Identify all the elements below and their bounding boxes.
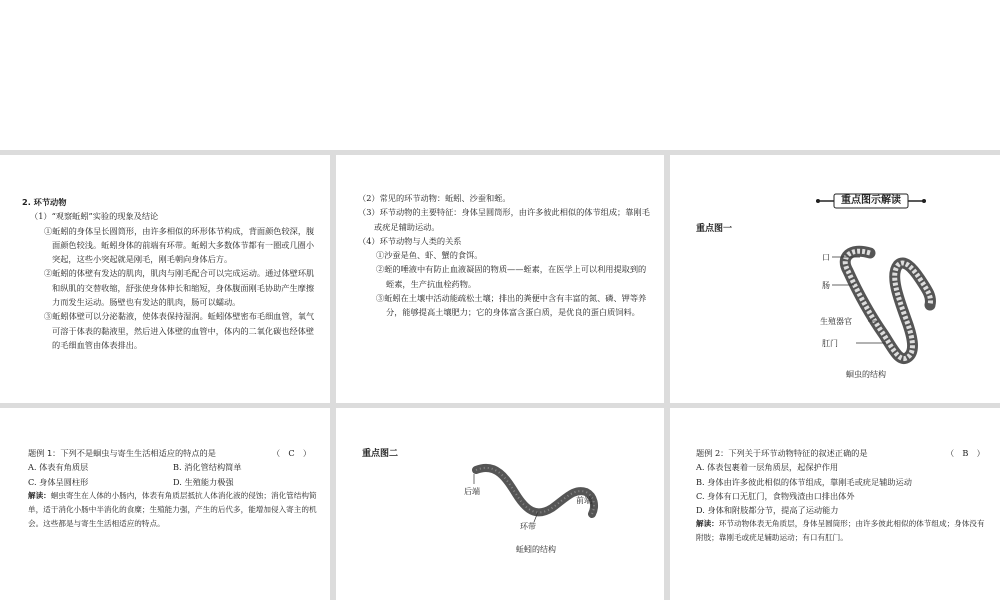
question2-row — [696, 446, 988, 460]
question1-answer: （ C ） — [272, 448, 312, 458]
label-reproductive-organ: 生殖器官 — [820, 317, 852, 326]
figure-caption-2: 蚯蚓的结构 — [516, 545, 556, 554]
option-b[interactable]: B. 消化管结构简单 — [173, 462, 242, 473]
option-a[interactable]: A. 体表有角质层 — [28, 462, 89, 473]
label-intestine: 肠 — [822, 281, 830, 290]
question1-row — [28, 446, 318, 460]
option-c[interactable]: C. 身体呈圆柱形 — [28, 476, 89, 487]
badge-text: 重点图示解读 — [841, 195, 901, 206]
explain-label: 解读： — [28, 490, 51, 500]
line-main-features: （3）环节动物的主要特征：身体呈圆筒形，由许多彼此相似的体节组成；靠刚毛或疣足辅助运动。 — [358, 207, 650, 232]
key-figure-badge — [816, 193, 926, 209]
paragraph-2: ②蚯蚓的体壁有发达的肌肉，肌肉与刚毛配合可以完成运动。通过体壁环肌和纵肌的交替收缩，舒张使身体伸长和缩短，身体腹面刚毛协助产生摩擦力而发生运动。肠壁也有发达的肌肉，肠可以蠕动。 — [44, 268, 315, 308]
question2-block — [696, 446, 988, 545]
slide-figure-roundworm[interactable] — [670, 155, 1000, 403]
label-clitellum: 环带 — [520, 522, 536, 531]
slide-annelid-notes[interactable] — [0, 155, 330, 403]
line-relation: （4）环节动物与人类的关系 — [358, 235, 462, 246]
figure-caption: 蛔虫的结构 — [846, 370, 886, 379]
options-row-1 — [28, 460, 318, 474]
question2-text: 题例 2：下列关于环节动物特征的叙述正确的是 — [696, 448, 868, 458]
options-row-2 — [28, 475, 318, 489]
line-common-annelids: （2）常见的环节动物：蚯蚓、沙蚕和蛭。 — [358, 193, 511, 203]
question1-block — [28, 446, 318, 531]
explain-label-2: 解读： — [696, 519, 719, 529]
line-earthworm: ③蚯蚓在土壤中活动能疏松土壤；排出的粪便中含有丰富的氮、磷、钾等养分，能够提高土壤肥力；它的身体富含蛋白质，是优良的蛋白质饲料。 — [376, 293, 647, 318]
label-anus: 肛门 — [822, 339, 838, 348]
slide-question-2[interactable] — [670, 408, 1000, 600]
slide2-text — [358, 191, 654, 320]
slide1-text — [22, 195, 316, 352]
slide-question-1[interactable] — [0, 408, 330, 600]
section-heading: 2. 环节动物 — [22, 197, 67, 207]
option-b-2[interactable]: B. 身体由许多彼此相似的体节组成，靠刚毛或疣足辅助运动 — [696, 476, 912, 487]
label-anterior: 前端 — [576, 496, 592, 505]
earthworm-diagram — [456, 458, 616, 538]
slide-annelid-features[interactable] — [336, 155, 664, 403]
top-blank-area — [0, 0, 1000, 150]
option-d[interactable]: D. 生殖能力极强 — [173, 476, 234, 487]
paragraph-3: ③蚯蚓体壁可以分泌黏液，使体表保持湿润。蚯蚓体壁密布毛细血管，氧气可溶于体表的黏液里，然后进入体壁的血管中，体内的二氧化碳也经体壁的毛细血管由体表排出。 — [44, 311, 315, 350]
subheading: （1）“观察蚯蚓”实验的现象及结论 — [30, 211, 159, 222]
roundworm-diagram — [820, 235, 960, 370]
line-sandworm: ①沙蚕是鱼、虾、蟹的食饵。 — [376, 250, 483, 261]
figure-title: 重点图一 — [696, 224, 733, 234]
label-mouth: 口 — [822, 253, 830, 262]
slide-figure-earthworm[interactable] — [336, 408, 664, 600]
explanation-1: 蛔虫寄生在人体的小肠内，体表有角质层抵抗人体消化液的侵蚀；消化管结构简单，适于消化小肠中半消化的食糜；生殖能力强，产生的后代多，能增加侵入寄主的机会。这些都是与寄生生活相适应的特点。 — [28, 490, 317, 528]
option-d-2[interactable]: D. 身体和附肢都分节，提高了运动能力 — [696, 505, 839, 516]
paragraph-1: ①蚯蚓的身体呈长圆筒形，由许多相似的环形体节构成，背面颜色较深，腹面颜色较浅。蚯蚓身体的前端有环带。蚯蚓大多数体节都有一圈或几圈小突起，这些小突起就是刚毛，刚毛朝向身体后方。 — [44, 225, 315, 265]
option-c-2[interactable]: C. 身体有口无肛门，食物残渣由口排出体外 — [696, 490, 855, 501]
question1-text: 题例 1：下列不是蛔虫与寄生生活相适应的特点的是 — [28, 448, 216, 458]
line-leech: ②蛭的唾液中有防止血液凝固的物质——蛭素，在医学上可以利用提取到的蛭素，生产抗血栓药物。 — [376, 264, 647, 289]
question2-answer: （ B ） — [946, 448, 985, 458]
label-posterior: 后端 — [464, 487, 480, 496]
explanation-2: 环节动物体表无角质层，身体呈圆筒形；由许多彼此相似的体节组成；身体没有附肢；靠刚毛或疣足辅助运动；有口有肛门。 — [696, 519, 985, 543]
option-a-2[interactable]: A. 体表包裹着一层角质层，起保护作用 — [696, 462, 839, 473]
figure-title-2: 重点图二 — [362, 449, 399, 459]
